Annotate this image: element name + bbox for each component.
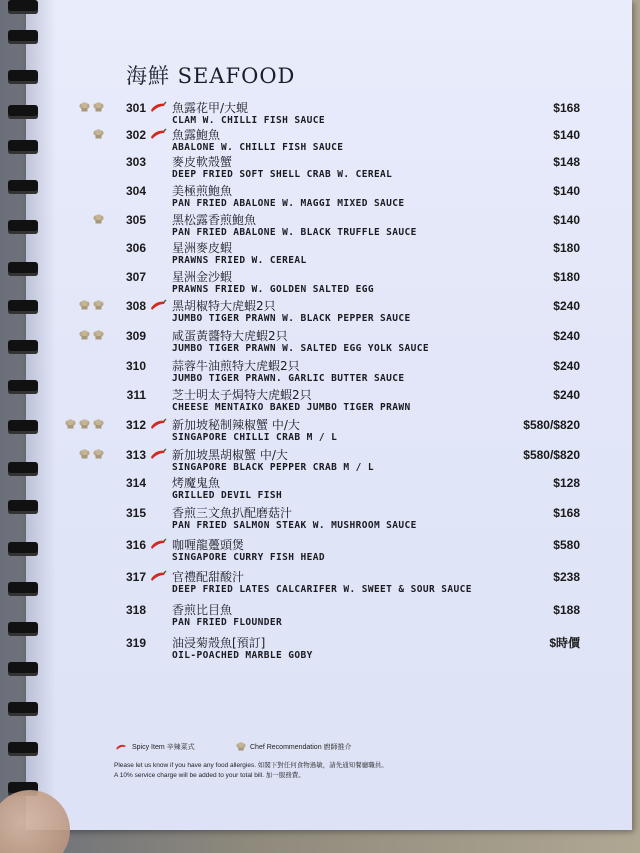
binding-ring [8, 70, 38, 84]
chef-hat-icon [93, 129, 104, 139]
chili-icon [149, 538, 167, 550]
chef-hat-icon [79, 330, 90, 340]
chef-hat-icon [79, 419, 90, 429]
item-name-english: ABALONE W. CHILLI FISH SAUCE [172, 142, 344, 153]
menu-item [0, 538, 640, 568]
item-name-chinese: 美極煎鮑魚 [172, 184, 233, 198]
item-name-chinese: 星洲麥皮蝦 [172, 241, 233, 255]
chili-icon [149, 418, 167, 430]
item-price: $180 [553, 270, 580, 284]
legend-spicy: Spicy Item 辛辣菜式 [132, 744, 195, 751]
menu-item [0, 359, 640, 389]
item-name-english: SINGAPORE CHILLI CRAB M / L [172, 432, 338, 443]
item-number: 311 [126, 388, 146, 402]
item-price: $240 [553, 329, 580, 343]
allergy-note: Please let us know if you have any food allergies. 如閣下對任何食物過敏，請先通知餐廳職員。 [114, 762, 388, 769]
menu-item [0, 128, 640, 158]
item-number: 303 [125, 155, 146, 169]
item-name-chinese: 烤魔鬼魚 [172, 476, 221, 490]
item-name-english: PRAWNS FRIED W. CEREAL [172, 255, 307, 266]
item-name-english: PAN FRIED ABALONE W. MAGGI MIXED SAUCE [172, 198, 405, 209]
item-name-chinese: 新加坡秘制辣椒蟹 中/大 [172, 418, 300, 432]
menu-item [0, 476, 640, 506]
item-name-english: DEEP FRIED SOFT SHELL CRAB W. CEREAL [172, 169, 393, 180]
item-name-chinese: 魚露花甲/大蜆 [172, 101, 249, 115]
item-price: $168 [553, 101, 580, 115]
item-name-english: JUMBO TIGER PRAWN W. SALTED EGG YOLK SAUCE [172, 343, 430, 354]
item-price: $180 [553, 241, 580, 255]
item-name-english: JUMBO TIGER PRAWN. GARLIC BUTTER SAUCE [172, 373, 405, 384]
item-price: $140 [553, 184, 580, 198]
item-name-chinese: 星洲金沙蝦 [172, 270, 233, 284]
item-price: $時價 [549, 636, 580, 650]
menu-item [0, 388, 640, 418]
binding-ring [8, 0, 38, 14]
item-price: $240 [553, 388, 580, 402]
menu-item [0, 418, 640, 448]
item-price: $238 [553, 570, 580, 584]
item-price: $580 [553, 538, 580, 552]
item-name-english: PAN FRIED FLOUNDER [172, 617, 283, 628]
item-price: $240 [553, 299, 580, 313]
item-number: 316 [125, 538, 146, 552]
item-number: 301 [125, 101, 146, 115]
binding-ring [8, 30, 38, 44]
item-name-english: SINGAPORE BLACK PEPPER CRAB M / L [172, 462, 374, 473]
item-name-english: SINGAPORE CURRY FISH HEAD [172, 552, 325, 563]
binding-ring [8, 742, 38, 756]
chef-hat-icon [93, 449, 104, 459]
chef-hat-icon [79, 449, 90, 459]
item-name-english: JUMBO TIGER PRAWN W. BLACK PEPPER SAUCE [172, 313, 411, 324]
menu-item [0, 636, 640, 666]
chef-hat-icon [93, 419, 104, 429]
chili-icon [149, 570, 167, 582]
item-number: 302 [125, 128, 146, 142]
item-price: $168 [553, 506, 580, 520]
item-name-chinese: 新加坡黑胡椒蟹 中/大 [172, 448, 288, 462]
item-name-english: PAN FRIED SALMON STEAK W. MUSHROOM SAUCE [172, 520, 417, 531]
item-price: $128 [553, 476, 580, 490]
binding-ring [8, 702, 38, 716]
menu-item [0, 213, 640, 243]
item-price: $240 [553, 359, 580, 373]
chili-icon [149, 128, 167, 140]
item-number: 313 [125, 448, 146, 462]
chef-hat-icon [79, 300, 90, 310]
item-number: 314 [125, 476, 146, 490]
item-number: 317 [125, 570, 146, 584]
chef-hat-icon [93, 300, 104, 310]
menu-item [0, 270, 640, 300]
item-name-chinese: 魚露鮑魚 [172, 128, 221, 142]
menu-item [0, 155, 640, 185]
item-price: $148 [553, 155, 580, 169]
chef-hat-icon [93, 214, 104, 224]
item-name-english: PRAWNS FRIED W. GOLDEN SALTED EGG [172, 284, 374, 295]
item-name-chinese: 油浸菊殼魚[預訂] [172, 636, 266, 650]
item-number: 312 [125, 418, 146, 432]
chili-icon [149, 299, 167, 311]
item-number: 308 [125, 299, 146, 313]
item-name-english: PAN FRIED ABALONE W. BLACK TRUFFLE SAUCE [172, 227, 417, 238]
item-name-english: OIL-POACHED MARBLE GOBY [172, 650, 313, 661]
item-name-english: DEEP FRIED LATES CALCARIFER W. SWEET & SOUR SAUCE [172, 584, 472, 595]
item-name-english: CLAM W. CHILLI FISH SAUCE [172, 115, 325, 126]
item-price: $140 [553, 128, 580, 142]
item-number: 310 [125, 359, 146, 373]
menu-item [0, 101, 640, 131]
chef-hat-icon [93, 102, 104, 112]
item-price: $580/$820 [523, 418, 580, 432]
chef-hat-icon [93, 330, 104, 340]
item-number: 315 [125, 506, 146, 520]
item-price: $188 [553, 603, 580, 617]
menu-item [0, 506, 640, 536]
menu-item [0, 603, 640, 633]
item-name-chinese: 蒜蓉牛油煎特大虎蝦2只 [172, 359, 300, 373]
item-name-chinese: 芝士明太子焗特大虎蝦2只 [172, 388, 312, 402]
item-number: 309 [125, 329, 146, 343]
menu-item [0, 448, 640, 478]
chili-icon [149, 448, 167, 460]
item-name-chinese: 黑胡椒特大虎蝦2只 [172, 299, 276, 313]
chef-hat-icon [79, 102, 90, 112]
item-number: 319 [125, 636, 146, 650]
item-name-chinese: 香煎三文魚扒配磨菇汁 [172, 506, 293, 520]
item-name-chinese: 咖喱龍躉頭煲 [172, 538, 245, 552]
menu-item [0, 570, 640, 600]
item-name-english: GRILLED DEVIL FISH [172, 490, 283, 501]
item-price: $140 [553, 213, 580, 227]
item-name-chinese: 香煎比目魚 [172, 603, 233, 617]
menu-item [0, 184, 640, 214]
item-number: 304 [125, 184, 146, 198]
item-name-chinese: 麥皮軟殼蟹 [172, 155, 233, 169]
item-number: 307 [125, 270, 146, 284]
item-number: 306 [125, 241, 146, 255]
item-number: 318 [125, 603, 146, 617]
chef-hat-icon [236, 742, 246, 751]
chili-icon [114, 743, 128, 751]
section-title: 海鮮 SEAFOOD [126, 64, 296, 88]
item-price: $580/$820 [523, 448, 580, 462]
menu-item [0, 299, 640, 329]
service-note: A 10% service charge will be added to your total bill. 加一服務費。 [114, 772, 305, 779]
chili-icon [149, 101, 167, 113]
menu-item [0, 329, 640, 359]
menu-item [0, 241, 640, 271]
item-name-chinese: 黑松露香煎鮑魚 [172, 213, 257, 227]
legend-chef: Chef Recommendation 廚師推介 [250, 744, 352, 751]
item-name-english: CHEESE MENTAIKO BAKED JUMBO TIGER PRAWN [172, 402, 411, 413]
item-name-chinese: 咸蛋黃醬特大虎蝦2只 [172, 329, 288, 343]
chef-hat-icon [65, 419, 76, 429]
item-name-chinese: 官禮配甜酸汁 [172, 570, 245, 584]
item-number: 305 [125, 213, 146, 227]
